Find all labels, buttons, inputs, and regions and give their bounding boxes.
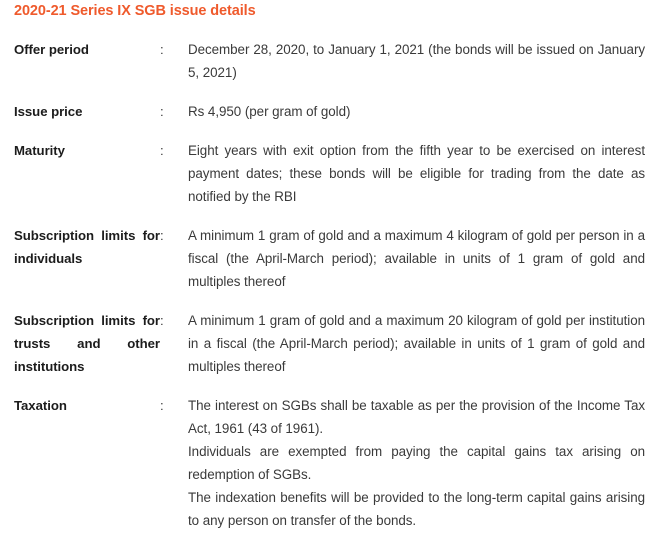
row-separator: : [160, 228, 164, 243]
table-row [0, 100, 659, 139]
value-paragraph: Eight years with exit option from the fifth year to be exercised on interest payment dates; these bonds will be eligible for trading from the date as notified by the RBI [188, 143, 645, 204]
row-value [188, 224, 659, 309]
row-label: Taxation [14, 398, 67, 413]
row-value [188, 139, 659, 224]
value-paragraph: A minimum 1 gram of gold and a maximum 20 kilogram of gold per institution in a fiscal (the April-March period); available in units of 1 gram of gold and multiples thereof [188, 313, 645, 374]
table-row [0, 394, 659, 532]
row-separator: : [160, 104, 164, 119]
value-paragraph: Rs 4,950 (per gram of gold) [188, 104, 351, 119]
row-value [188, 309, 659, 394]
row-value [188, 100, 659, 139]
table-row [0, 38, 659, 100]
value-paragraph: A minimum 1 gram of gold and a maximum 4 kilogram of gold per person in a fiscal (the April-March period); available in units of 1 gram of gold and multiples thereof [188, 228, 645, 289]
value-paragraph: Individuals are exempted from paying the capital gains tax arising on redemption of SGBs. [188, 444, 645, 482]
value-paragraph: The interest on SGBs shall be taxable as per the provision of the Income Tax Act, 1961 (43 of 1961). [188, 398, 645, 436]
row-value [188, 394, 659, 532]
row-separator: : [160, 42, 164, 57]
row-separator: : [160, 313, 164, 328]
issue-details-table [0, 38, 659, 532]
table-row [0, 309, 659, 394]
row-separator: : [160, 143, 164, 158]
page-title: 2020-21 Series IX SGB issue details [14, 3, 256, 19]
row-label: Subscription limits for trusts and other institutions [14, 313, 160, 374]
table-body [0, 38, 659, 532]
row-label: Maturity [14, 143, 65, 158]
row-label: Subscription limits for individuals [14, 228, 160, 266]
table-row [0, 224, 659, 309]
row-separator: : [160, 398, 164, 413]
value-paragraph: The indexation benefits will be provided to the long-term capital gains arising to any person on transfer of the bonds. [188, 490, 645, 528]
value-paragraph: December 28, 2020, to January 1, 2021 (the bonds will be issued on January 5, 2021) [188, 42, 645, 80]
table-row [0, 139, 659, 224]
row-label: Issue price [14, 104, 83, 119]
row-value [188, 38, 659, 100]
row-label: Offer period [14, 42, 89, 57]
